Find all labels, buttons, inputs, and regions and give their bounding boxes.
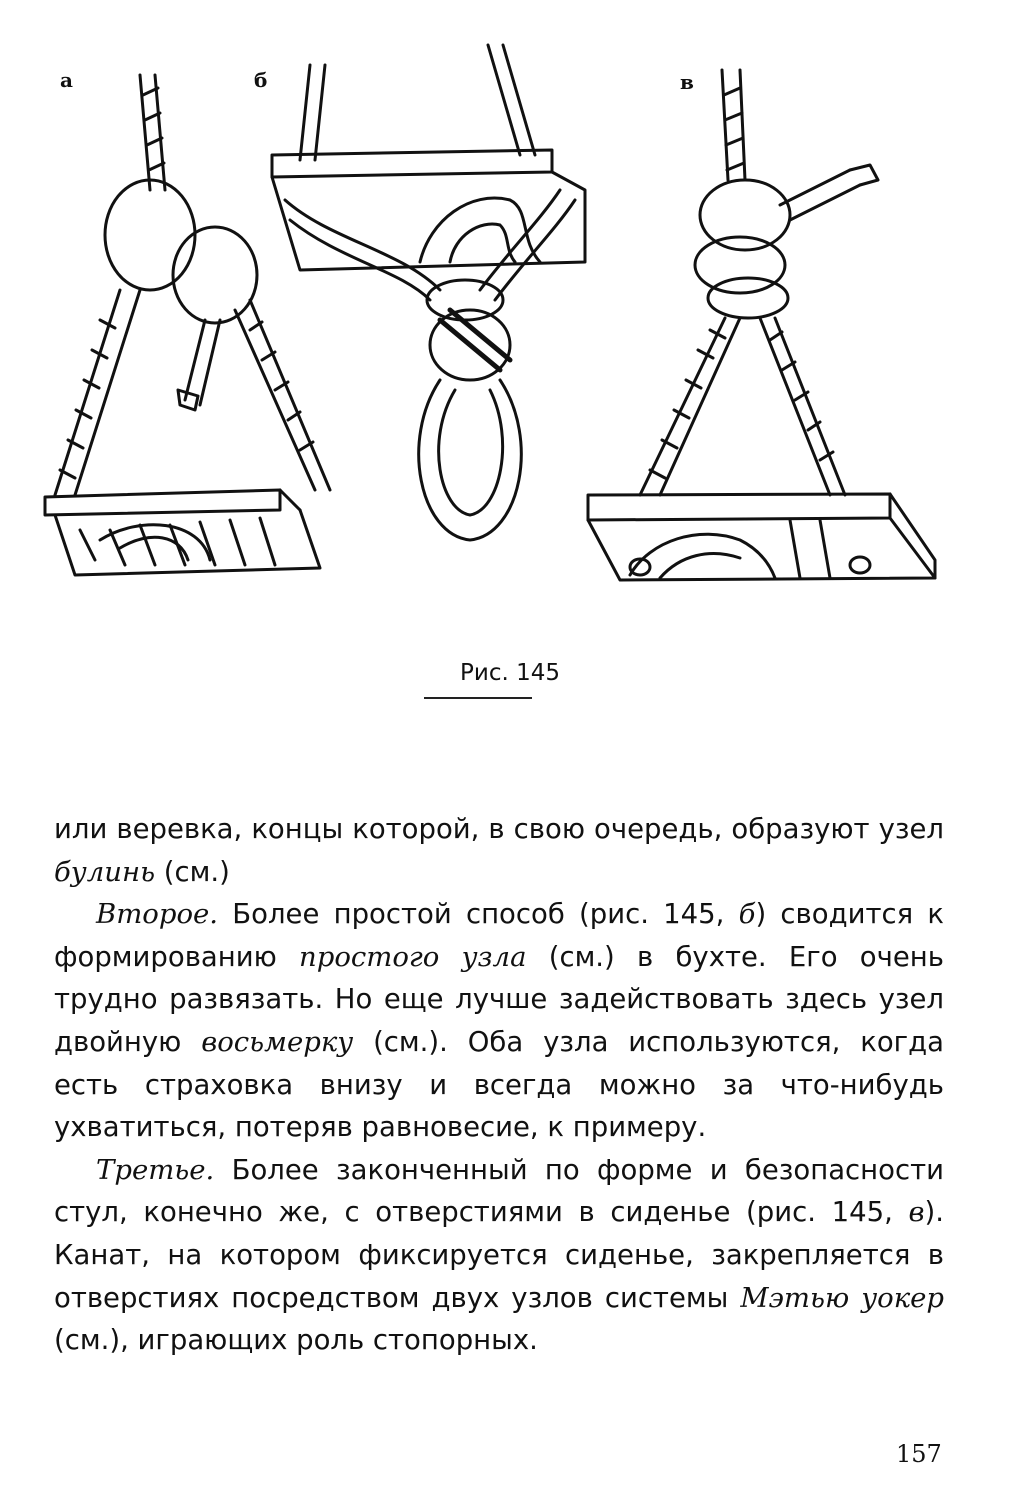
text-span: ). Канат, на котором фиксируется сиденье, закрепляется в отверстиях посредством двух узлов системы bbox=[54, 1196, 944, 1314]
page-number: 157 bbox=[896, 1440, 942, 1468]
term-matthew-walker: Мэтью уокер bbox=[740, 1281, 945, 1314]
paragraph-heading-third: Третье. bbox=[96, 1153, 215, 1186]
text-span: (см.). Оба узла используются, когда есть страховка внизу и всегда можно за что-нибудь ухватиться, потеряв равновесие, к примеру. bbox=[54, 1025, 944, 1144]
paragraph-heading-second: Второе. bbox=[96, 898, 219, 931]
text-span: Более простой способ (рис. 145, bbox=[218, 898, 739, 931]
text-span: Более законченный по форме и безопасности стул, конечно же, с отверстиями в сиденье (рис. 145, bbox=[54, 1153, 944, 1229]
term-bowline: булинь bbox=[54, 855, 156, 888]
text-span: ) сводится к формированию bbox=[54, 898, 944, 973]
figure-caption: Рис. 145 bbox=[460, 660, 560, 686]
paragraph-1 bbox=[54, 808, 944, 893]
paragraph-3 bbox=[54, 1149, 944, 1362]
caption-underline bbox=[424, 697, 532, 699]
figure-v-matthew-walker-seat bbox=[588, 70, 935, 580]
rope-seat-illustration bbox=[0, 0, 1020, 640]
text-span: (см.) в бухте. Его очень трудно развязать. Но еще лучше задействовать здесь узел двойную bbox=[54, 940, 944, 1058]
figure-a-bowline-seat bbox=[45, 75, 330, 575]
paragraph-2 bbox=[54, 893, 944, 1149]
figure-label-b: б bbox=[254, 68, 268, 92]
text-span: (см.), играющих роль стопорных. bbox=[54, 1324, 538, 1357]
figure-ref-v: в bbox=[908, 1196, 925, 1229]
figure-label-a: а bbox=[60, 68, 73, 92]
term-figure-eight: восьмерку bbox=[201, 1025, 354, 1058]
body-text bbox=[54, 808, 944, 1362]
text-span: или веревка, концы которой, в свою очередь, образуют узел bbox=[54, 813, 944, 845]
figure-ref-b: б bbox=[738, 898, 756, 931]
term-simple-knot: простого узла bbox=[299, 940, 527, 973]
figure-label-v: в bbox=[680, 70, 694, 94]
text-span: (см.) bbox=[155, 855, 230, 888]
